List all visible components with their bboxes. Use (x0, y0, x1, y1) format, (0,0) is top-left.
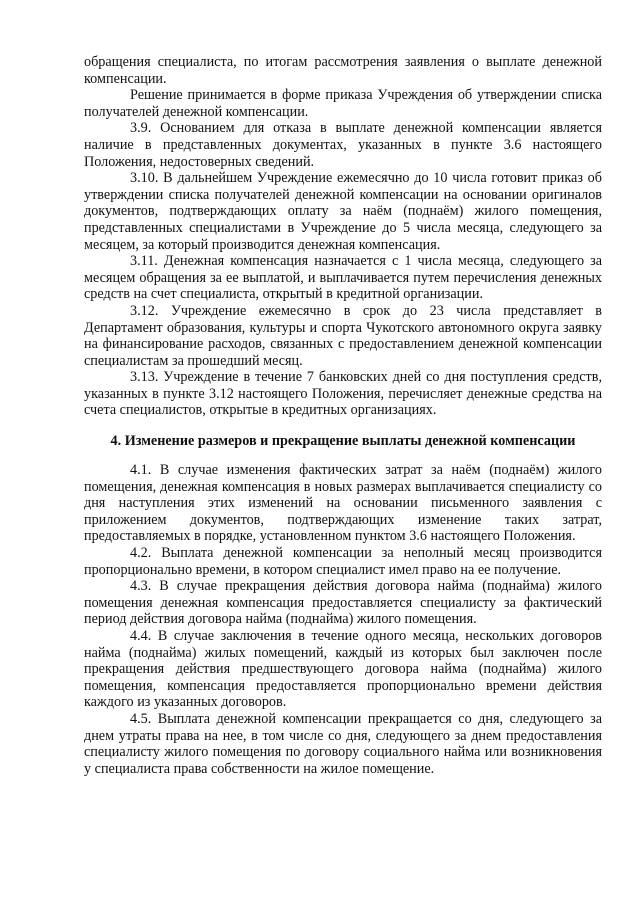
paragraph-3-12: 3.12. Учреждение ежемесячно в срок до 23 числа представляет в Департамент образования, культуры и спорта Чукотского автономного округа заявку на финансирование расходов, связанных с предоставлением денежной компенсации специалистам за прошедший месяц. (84, 302, 602, 369)
paragraph-3-10: 3.10. В дальнейшем Учреждение ежемесячно до 10 числа готовит приказ об утверждении списка получателей денежной компенсации на основании оригиналов документов, подтверждающих оплату за наём (поднаём) жилого помещения, представленных специалистами в Учреждение до 5 числа месяца, следующего за месяцем, за который производится денежная компенсация. (84, 170, 602, 253)
paragraph-3-9: 3.9. Основанием для отказа в выплате денежной компенсации является наличие в представленных документах, указанных в пункте 3.6 настоящего Положения, недостоверных сведений. (84, 120, 602, 170)
paragraph-3-11: 3.11. Денежная компенсация назначается с 1 числа месяца, следующего за месяцем обращения за ее выплатой, и выплачивается путем перечисления денежных средств на счет специалиста, открытый в кредитной организации. (84, 253, 602, 303)
paragraph-4-2: 4.2. Выплата денежной компенсации за неполный месяц производится пропорционально времени, в котором специалист имел право на ее получение. (84, 545, 602, 578)
paragraph-4-3: 4.3. В случае прекращения действия договора найма (поднайма) жилого помещения денежная компенсация предоставляется специалисту за фактический период действия договора найма (поднайма) жилого помещения. (84, 578, 602, 628)
paragraph-4-1: 4.1. В случае изменения фактических затрат за наём (поднаём) жилого помещения, денежная компенсация в новых размерах выплачивается специалисту со дня наступления этих изменений на основании письменного заявления с приложением документов, подтверждающих изменение таких затрат, предоставляемых в порядке, установленном пунктом 3.6 настоящего Положения. (84, 462, 602, 545)
paragraph-continuation: обращения специалиста, по итогам рассмотрения заявления о выплате денежной компенсации. (84, 54, 602, 87)
paragraph-4-4: 4.4. В случае заключения в течение одного месяца, нескольких договоров найма (поднайма) жилых помещений, каждый из которых был заключен после прекращения действия предшествующего договора найма (поднайма) жилого помещения, компенсация предоставляется пропорционально времени действия каждого из указанных договоров. (84, 628, 602, 711)
paragraph-3-13: 3.13. Учреждение в течение 7 банковских дней со дня поступления средств, указанных в пункте 3.12 настоящего Положения, перечисляет денежные средства на счета специалистов, открытые в кредитных организациях. (84, 369, 602, 419)
paragraph-4-5: 4.5. Выплата денежной компенсации прекращается со дня, следующего за днем утраты права на нее, в том числе со дня, следующего за днем предоставления специалисту жилого помещения по договору социального найма или возникновения у специалиста права собственности на жилое помещение. (84, 710, 602, 777)
section-4-heading: 4. Изменение размеров и прекращение выплаты денежной компенсации (110, 433, 576, 450)
paragraph-decision: Решение принимается в форме приказа Учреждения об утверждении списка получателей денежной компенсации. (84, 87, 602, 120)
